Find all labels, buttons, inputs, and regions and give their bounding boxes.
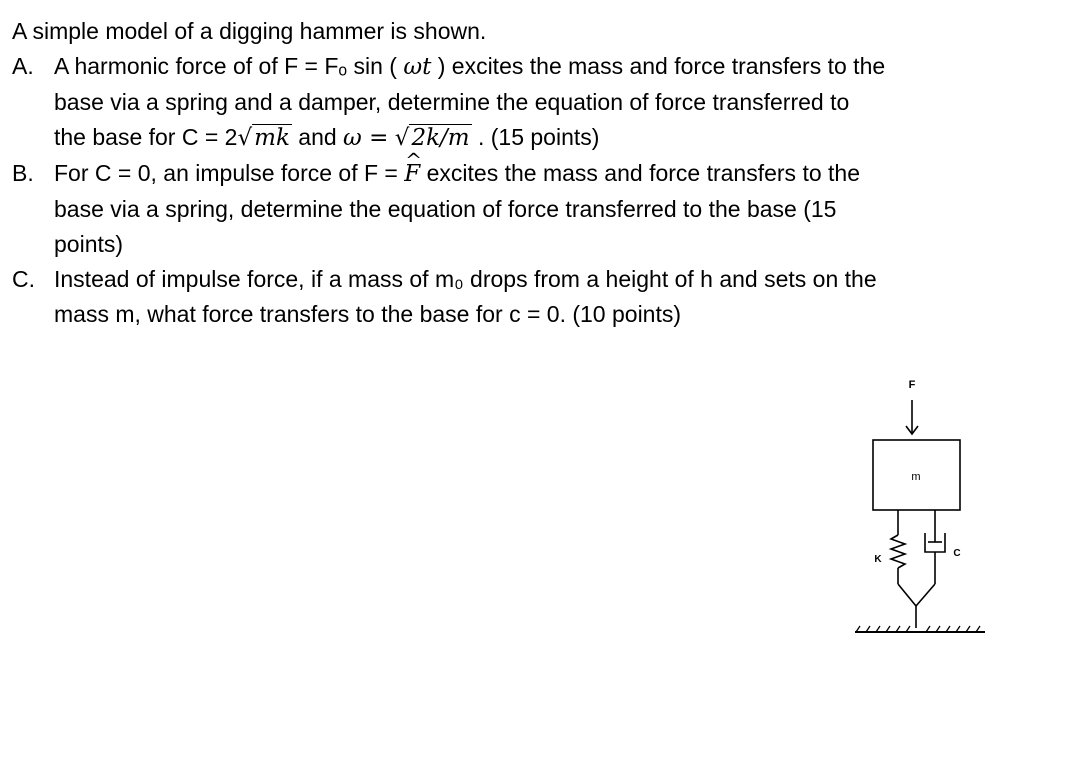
spring-icon: [891, 510, 905, 584]
problem-text: [12, 14, 1072, 332]
part-b-letter: B.: [12, 160, 34, 186]
force-arrow-icon: [906, 400, 918, 434]
part-c-line-1: Instead of impulse force, if a mass of m₀ drops from a height of h and sets on the: [54, 266, 877, 292]
part-c: [12, 262, 1072, 332]
part-b-line-3: points): [54, 231, 124, 257]
f-hat: ^ F: [404, 157, 420, 192]
intro-sentence: A simple model of a digging hammer is shown.: [12, 18, 487, 44]
base-linkage: [898, 584, 935, 628]
part-b-line-2: base via a spring, determine the equation of force transferred to the base (15: [54, 196, 837, 222]
part-a-letter: A.: [12, 53, 34, 79]
part-a-line-1: A harmonic force of of F = Fₒ sin ( ωt ) excites the mass and force transfers to the: [54, 53, 886, 80]
part-c-line-2: mass m, what force transfers to the base for c = 0. (10 points): [54, 301, 682, 327]
part-b: [12, 156, 1072, 262]
sqrt-2k-over-m: √2k/m: [394, 125, 470, 151]
damper-icon: [925, 510, 945, 584]
part-a-line-3: the base for C = 2√mk and ω = √2k/m . (15 points): [54, 120, 1072, 156]
part-c-letter: C.: [12, 266, 35, 292]
part-b-line-1: For C = 0, an impulse force of F = ^ F excites the mass and force transfers to the: [54, 156, 1072, 192]
damper-label: C: [953, 548, 961, 559]
omega-t: ωt: [403, 54, 432, 80]
part-a: [12, 49, 1072, 156]
hammer-model-diagram: [840, 370, 1000, 650]
mass-label: m: [911, 471, 921, 483]
omega-equals: ω =: [343, 125, 389, 151]
force-label: F: [908, 379, 916, 391]
ground-icon: [855, 626, 985, 632]
sqrt-mk: √mk: [237, 125, 290, 151]
part-a-line-2: base via a spring and a damper, determine the equation of force transferred to: [54, 89, 850, 115]
spring-label: K: [874, 554, 882, 565]
